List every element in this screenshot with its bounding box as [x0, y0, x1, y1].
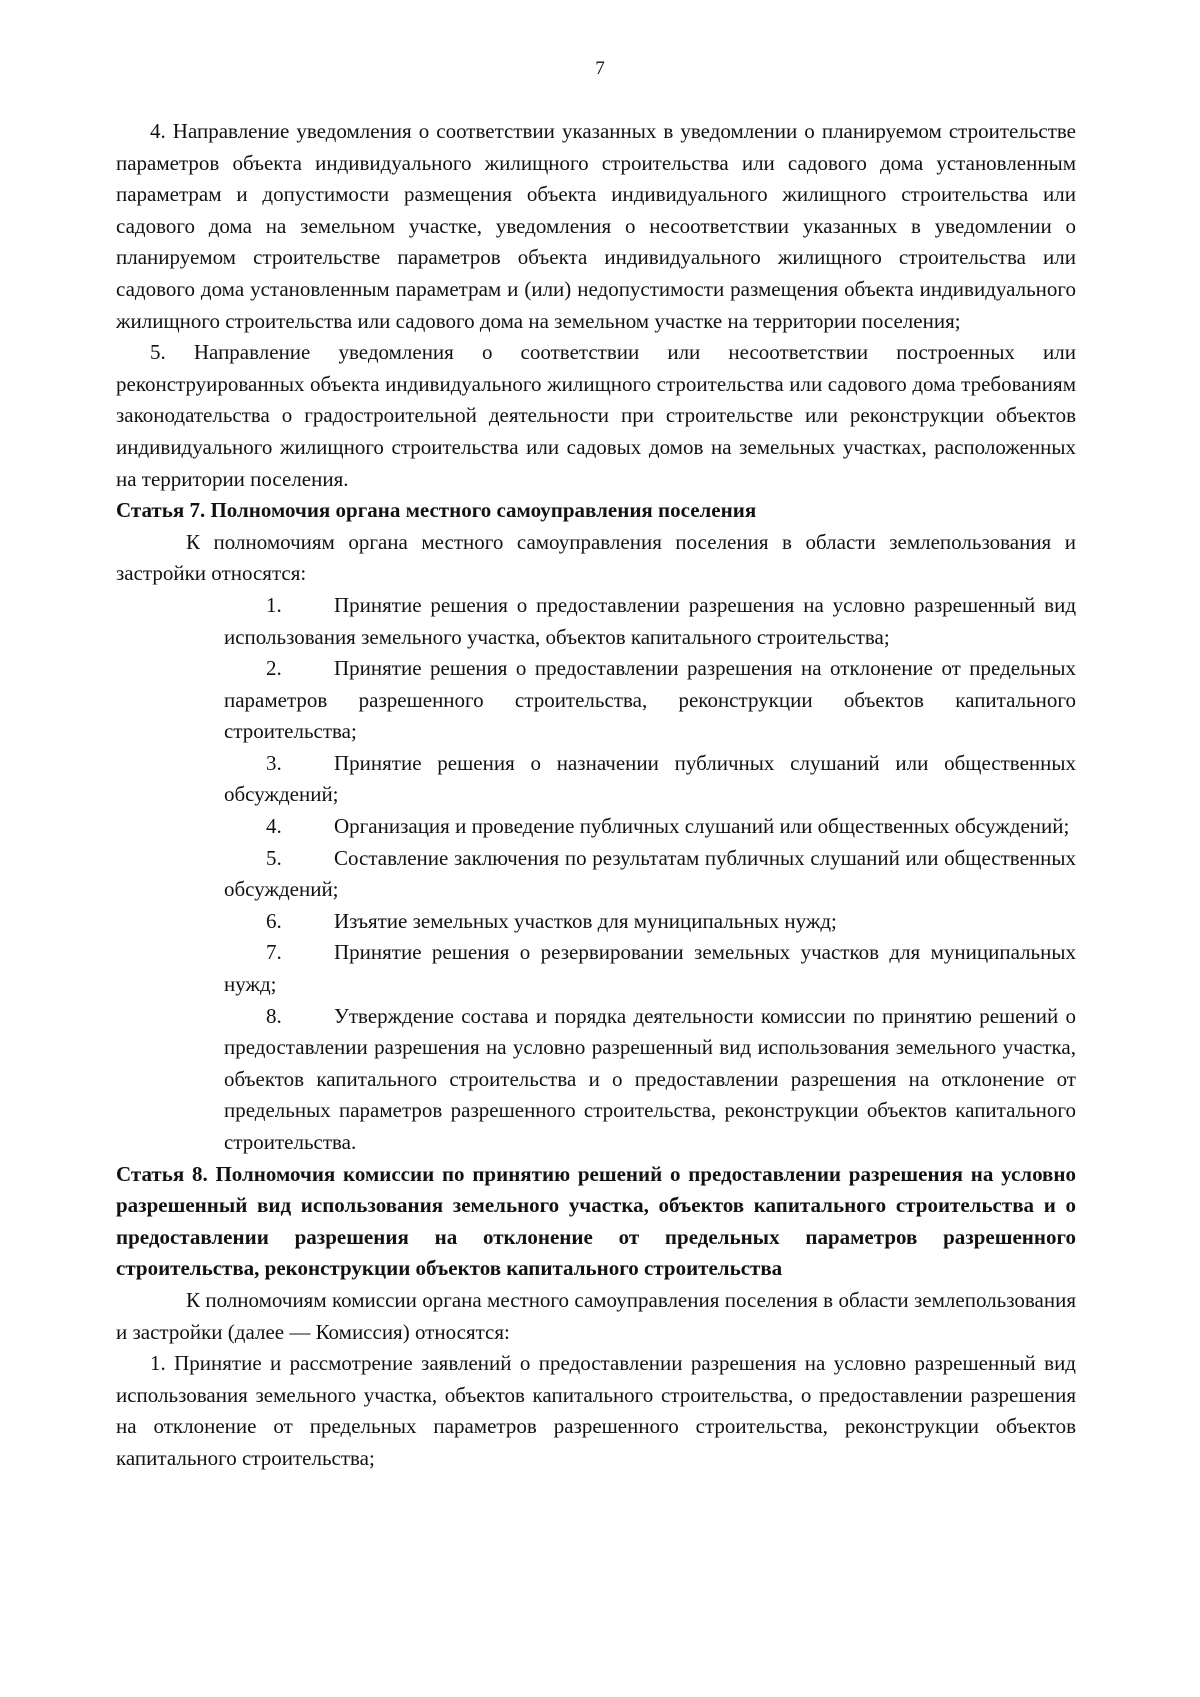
article-7-heading: Статья 7. Полномочия органа местного самоуправления поселения: [116, 498, 757, 523]
list-item-number: 1.: [266, 592, 282, 617]
list-item-text: Составление заключения по результатам публичных слушаний или общественных обсуждений;: [224, 845, 1076, 902]
list-item-number: 6.: [266, 908, 282, 933]
paragraph-item-4: 4. Направление уведомления о соответствии указанных в уведомлении о планируемом строительстве параметров объекта индивидуального жилищного строительства или садового дома установленным параметрам и допустимости размещения объекта индивидуального жилищного строительства или садового дома на земельном участке, уведомления о несоответствии указанных в уведомлении о планируемом строительстве параметров объекта индивидуального жилищного строительства или садового дома установленным параметрам и (или) недопустимости размещения объекта индивидуального жилищного строительства или садового дома на земельном участке на территории поселения;: [116, 119, 1076, 333]
list-item: [224, 653, 1076, 748]
article-8-intro: К полномочиям комиссии органа местного самоуправления поселения в области землепользования и застройки (далее — Комиссия) относятся:: [116, 1287, 1076, 1344]
list-item-number: 5.: [266, 845, 282, 870]
list-item: [224, 906, 1076, 938]
list-item-number: 3.: [266, 750, 282, 775]
list-item: [224, 748, 1076, 811]
list-item: [224, 811, 1076, 843]
list-item-text: Принятие решения о резервировании земельных участков для муниципальных нужд;: [224, 940, 1076, 997]
list-item: [224, 590, 1076, 653]
list-item: [224, 937, 1076, 1000]
list-item-number: 8.: [266, 1003, 282, 1028]
document-body: [116, 116, 1076, 1475]
list-item-text: Организация и проведение публичных слушаний или общественных обсуждений;: [334, 814, 1070, 839]
article-7-intro: К полномочиям органа местного самоуправления поселения в области землепользования и застройки относятся:: [116, 529, 1076, 586]
article-8-item-1: 1. Принятие и рассмотрение заявлений о предоставлении разрешения на условно разрешенный вид использования земельного участка, объектов капитального строительства, о предоставлении разрешения на отклонение от предельных параметров разрешенного строительства, реконструкции объектов капитального строительства;: [116, 1351, 1076, 1470]
article-7-list: [116, 590, 1076, 1159]
list-item: [224, 1001, 1076, 1159]
list-item-text: Утверждение состава и порядка деятельности комиссии по принятию решений о предоставлении разрешения на условно разрешенный вид использования земельного участка, объектов капитального строительства и о предоставлении разрешения на отклонение от предельных параметров разрешенного строительства, реконструкции объектов капитального строительства.: [224, 1003, 1076, 1154]
list-item-number: 4.: [266, 814, 282, 839]
list-item-number: 2.: [266, 656, 282, 681]
list-item-text: Принятие решения о предоставлении разрешения на условно разрешенный вид использования земельного участка, объектов капитального строительства;: [224, 592, 1076, 649]
list-item: [224, 843, 1076, 906]
article-8-heading: Статья 8. Полномочия комиссии по принятию решений о предоставлении разрешения на условно разрешенный вид использования земельного участка, объектов капитального строительства и о предоставлении разрешения на отклонение от предельных параметров разрешенного строительства, реконструкции объектов капитального строительства: [116, 1161, 1076, 1281]
page-number: 7: [595, 58, 605, 79]
list-item-text: Принятие решения о предоставлении разрешения на отклонение от предельных параметров разрешенного строительства, реконструкции объектов капитального строительства;: [224, 656, 1076, 744]
list-item-text: Принятие решения о назначении публичных слушаний или общественных обсуждений;: [224, 750, 1076, 807]
paragraph-item-5: 5. Направление уведомления о соответствии или несоответствии построенных или реконструированных объекта индивидуального жилищного строительства или садового дома требованиям законодательства о градостроительной деятельности при строительстве или реконструкции объектов индивидуального жилищного строительства или садовых домов на земельных участках, расположенных на территории поселения.: [116, 340, 1076, 491]
list-item-text: Изъятие земельных участков для муниципальных нужд;: [334, 908, 837, 933]
list-item-number: 7.: [266, 940, 282, 965]
